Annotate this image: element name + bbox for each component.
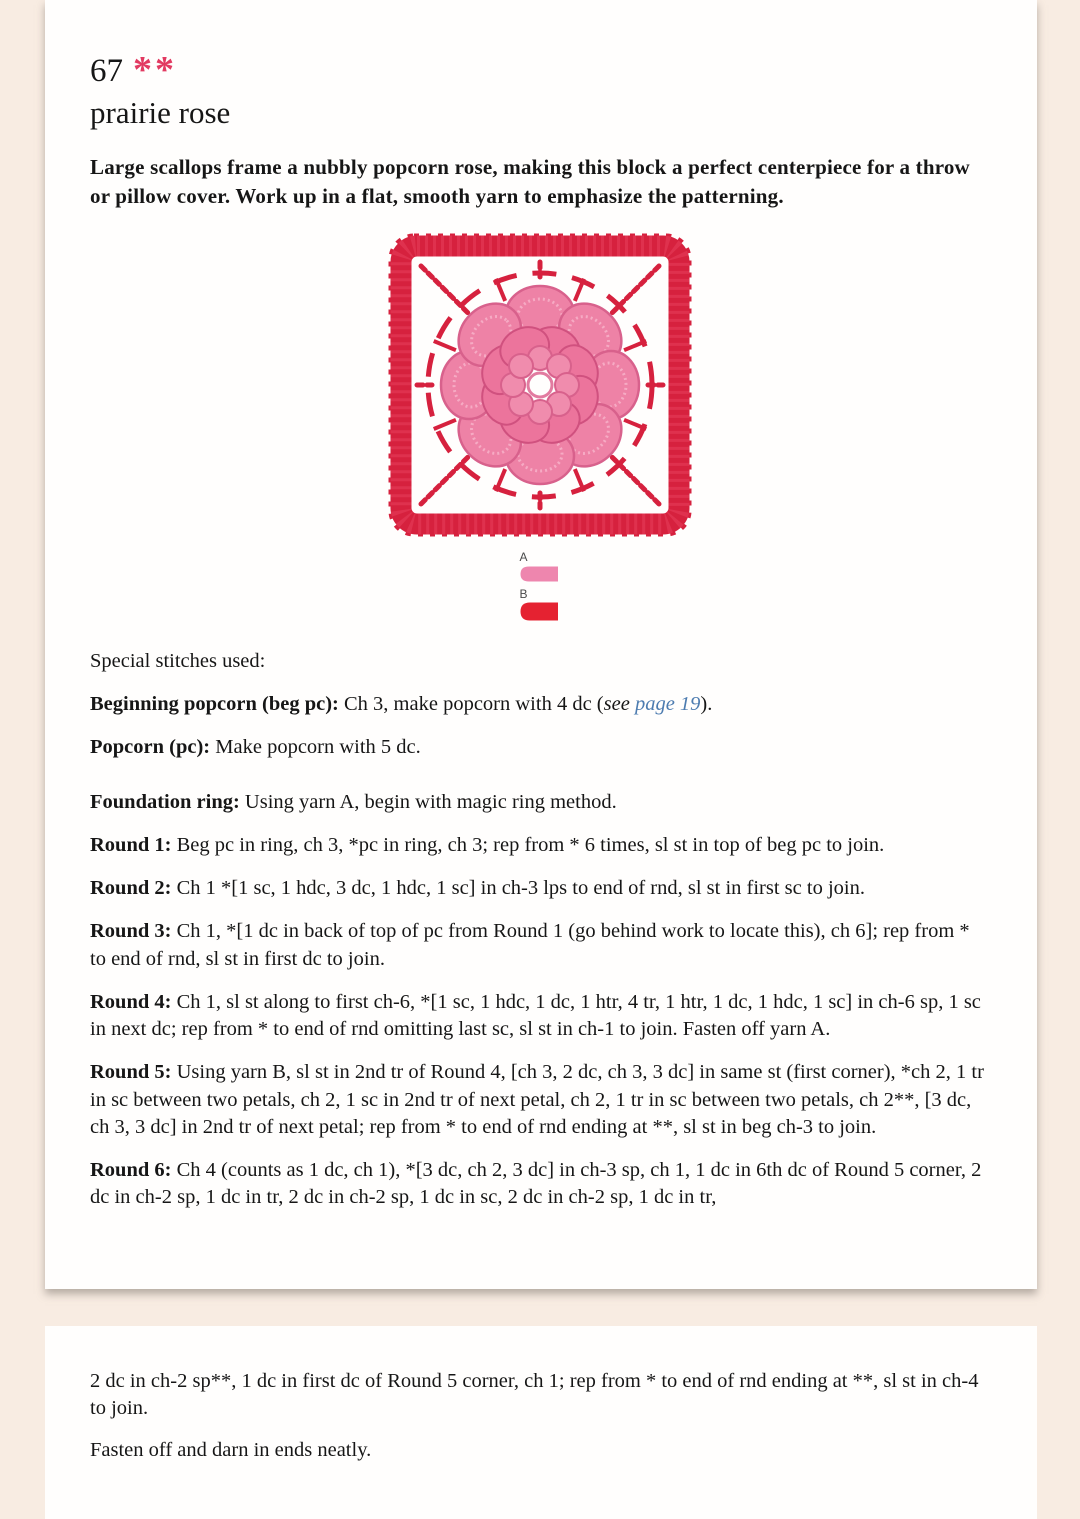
yarn-a-label: A bbox=[519, 550, 528, 565]
yarn-b-row bbox=[520, 588, 560, 621]
round-5-step bbox=[90, 1059, 989, 1141]
pattern-page bbox=[45, 0, 1037, 1289]
yarn-legend bbox=[520, 551, 560, 620]
step-lead: Round 1: bbox=[90, 833, 172, 856]
beg-pc-see: see bbox=[603, 693, 635, 715]
round-6-continuation: 2 dc in ch-2 sp**, 1 dc in first dc of Round 5 corner, ch 1; rep from * to end of rnd ending at **, sl st in ch-4 to join. bbox=[90, 1370, 979, 1420]
special-stitch-pc bbox=[90, 734, 989, 761]
step-lead: Foundation ring: bbox=[90, 790, 240, 813]
round-2-step bbox=[90, 875, 989, 902]
yarn-a-swatch bbox=[520, 566, 558, 582]
step-lead: Round 4: bbox=[90, 990, 172, 1013]
beg-pc-text: Ch 3, make popcorn with 4 dc ( bbox=[338, 693, 604, 715]
step-text: Ch 1, *[1 dc in back of top of pc from Round 1 (go behind work to locate this), ch 6]; rep from * to end of rnd, sl st in first dc to join. bbox=[90, 920, 970, 970]
difficulty-stars: ** bbox=[133, 49, 177, 91]
beg-pc-end: ). bbox=[700, 693, 713, 715]
pattern-title: prairie rose bbox=[90, 94, 231, 130]
page-number: 67 bbox=[90, 53, 123, 89]
round-1-step bbox=[90, 832, 989, 859]
step-text: Ch 4 (counts as 1 dc, ch 1), *[3 dc, ch 2, 3 dc] in ch-3 sp, ch 1, 1 dc in 6th dc of Round 5 corner, 2 dc in ch-2 sp, 1 dc in tr, 2 dc in ch-2 sp, 1 dc in sc, 2 dc in ch-2 sp, 1 dc in tr, bbox=[90, 1159, 982, 1209]
step-lead: Round 5: bbox=[90, 1061, 172, 1084]
step-lead: Round 6: bbox=[90, 1159, 172, 1181]
intro-text: Large scallops frame a nubbly popcorn rose, making this block a perfect centerpiece for a throw or pillow cover. Work up in a flat, smooth yarn to emphasize the patterning. bbox=[90, 155, 970, 209]
crochet-square-photo bbox=[385, 230, 695, 540]
foundation-ring-step bbox=[90, 789, 989, 816]
photo-area bbox=[90, 230, 989, 620]
step-text: Using yarn A, begin with magic ring method. bbox=[239, 790, 617, 813]
fasten-off-note: Fasten off and darn in ends neatly. bbox=[90, 1438, 372, 1461]
special-stitch-beg-pc bbox=[90, 691, 989, 718]
round-6-step bbox=[90, 1157, 989, 1212]
page-19-link[interactable]: page 19 bbox=[634, 693, 701, 715]
beg-pc-lead: Beginning popcorn (beg pc): bbox=[90, 693, 339, 715]
pattern-number-row bbox=[90, 50, 989, 92]
round-4-step bbox=[90, 989, 989, 1044]
yarn-b-swatch bbox=[520, 602, 558, 621]
step-text: Using yarn B, sl st in 2nd tr of Round 4, [ch 3, 2 dc, ch 3, 3 dc] in same st (first corner), *ch 2, 1 tr in sc between two petals, ch 2, 1 sc in 2nd tr of next petal, ch 2, 1 tr in sc between two petals, ch 2**, [3 dc, ch 3, 3 dc] in 2nd tr of next petal; rep from * to end of rnd ending at **, sl st in beg ch-3 to join. bbox=[90, 1061, 984, 1138]
step-text: Beg pc in ring, ch 3, *pc in ring, ch 3; rep from * 6 times, sl st in top of beg pc to join. bbox=[171, 833, 885, 856]
step-text: Ch 1 *[1 sc, 1 hdc, 3 dc, 1 hdc, 1 sc] in ch-3 lps to end of rnd, sl st in first sc to join. bbox=[171, 877, 865, 899]
round-3-step bbox=[90, 918, 989, 973]
special-stitches-heading: Special stitches used: bbox=[90, 649, 266, 672]
pattern-page-continued bbox=[45, 1326, 1037, 1519]
yarn-a-row bbox=[520, 551, 560, 581]
pc-text: Make popcorn with 5 dc. bbox=[210, 736, 421, 759]
step-lead: Round 2: bbox=[90, 877, 172, 899]
step-text: Ch 1, sl st along to first ch-6, *[1 sc, 1 hdc, 1 dc, 1 htr, 4 tr, 1 htr, 1 dc, 1 hdc, 1 sc] in ch-6 sp, 1 sc in next dc; rep from * to end of rnd omitting last sc, sl st in ch-1 to join. Fasten off yarn A. bbox=[90, 990, 981, 1040]
pc-lead: Popcorn (pc): bbox=[90, 736, 211, 759]
step-lead: Round 3: bbox=[90, 920, 172, 943]
yarn-b-label: B bbox=[519, 586, 528, 601]
